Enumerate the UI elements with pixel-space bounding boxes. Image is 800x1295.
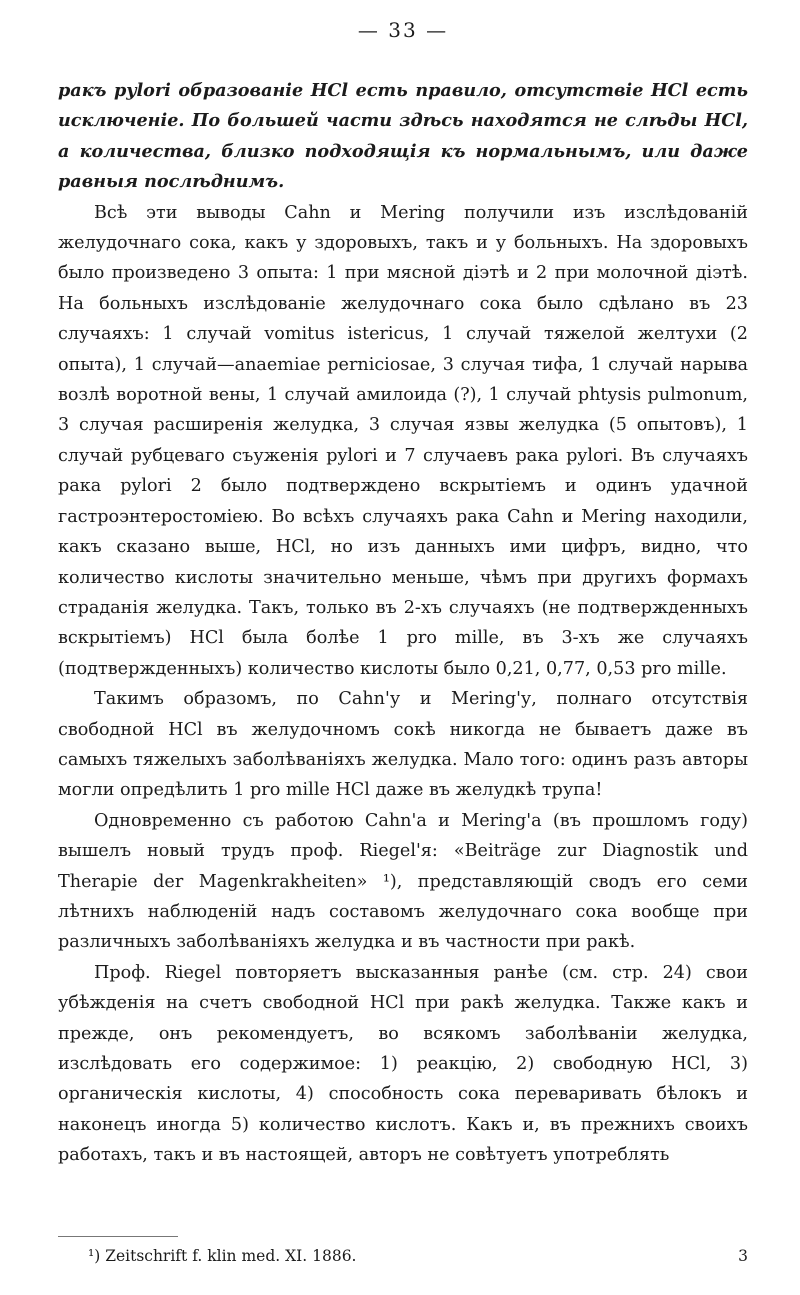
footnote-divider — [58, 1236, 178, 1237]
lead-paragraph: ракъ pylori образованіе HCl есть правило, отсутствіе HCl есть исключеніе. По большей части здѣсь находятся не слѣды HCl, а количества, близко подходящія къ нормальнымъ, или даже равныя послѣднимъ. — [58, 80, 748, 193]
footnote — [88, 1245, 748, 1267]
paragraph-2: Такимъ образомъ, по Cahn'у и Mering'у, полнаго отсутствія свободной HCl въ желудочномъ сокѣ никогда не бываетъ даже въ самыхъ тяжелыхъ заболѣваніяхъ желудка. Мало того: одинъ разъ авторы могли опредѣлить 1 pro mille HCl даже въ желудкѣ трупа! — [58, 689, 748, 801]
paragraph-3: Одновременно съ работою Cahn'a и Mering'a (въ прошломъ году) вышелъ новый трудъ проф. Riegel'я: «Beiträge zur Diagnostik und Therapie der Magenkrakheiten» ¹), представляющій сводъ его семи лѣтнихъ наблюденій надъ составомъ желудочнаго сока вообще при различныхъ заболѣваніяхъ желудка и въ частности при ракѣ. — [58, 810, 748, 953]
signature-mark: 3 — [738, 1247, 748, 1265]
paragraph-4: Проф. Riegel повторяетъ высказанныя ранѣе (см. стр. 24) свои убѣжденія на счетъ свободной HCl при ракѣ желудка. Также какъ и прежде, онъ рекомендуетъ, во всякомъ заболѣваніи желудка, изслѣдовать его содержимое: 1) реакцію, 2) свободную HCl, 3) органическія кислоты, 4) способность сока переваривать бѣлокъ и наконецъ иногда 5) количество кислотъ. Какъ и, въ прежнихъ своихъ работахъ, такъ и въ настоящей, авторъ не совѣтуетъ употреблять — [58, 962, 748, 1166]
footnote-text: ¹) Zeitschrift f. klin med. XI. 1886. — [88, 1247, 357, 1265]
page-body — [58, 18, 748, 1171]
paragraph-1: Всѣ эти выводы Cahn и Mering получили изъ изслѣдованій желудочнаго сока, какъ у здоровыхъ, такъ и у больныхъ. На здоровыхъ было произведено 3 опыта: 1 при мясной діэтѣ и 2 при молочной діэтѣ. На больныхъ изслѣдованіе желудочнаго сока было сдѣлано въ 23 случаяхъ: 1 случай vomitus isterісus, 1 случай тяжелой желтухи (2 опыта), 1 случай—anaemiae perniciosae, 3 случая тифа, 1 случай нарыва возлѣ воротной вены, 1 случай амилоида (?), 1 случай phtysis pulmonum, 3 случая расширенія желудка, 3 случая язвы желудка (5 опытовъ), 1 случай рубцеваго съуженія pylori и 7 случаевъ рака pylori. Въ случаяхъ рака pylori 2 было подтверждено вскрытіемъ и одинъ удачной гастроэнтеростоміею. Во всѣхъ случаяхъ рака Cahn и Mering находили, какъ сказано выше, HCl, но изъ данныхъ ими цифръ, видно, что количество кислоты значительно меньше, чѣмъ при другихъ формахъ страданія желудка. Такъ, только въ 2-хъ случаяхъ (не подтвержденныхъ вскрытіемъ) HCl была болѣе 1 pro mille, въ 3-хъ же случаяхъ (подтвержденныхъ) количество кислоты было 0,21, 0,77, 0,53 pro mille. — [58, 202, 748, 679]
page-number: — 33 — — [357, 18, 449, 42]
